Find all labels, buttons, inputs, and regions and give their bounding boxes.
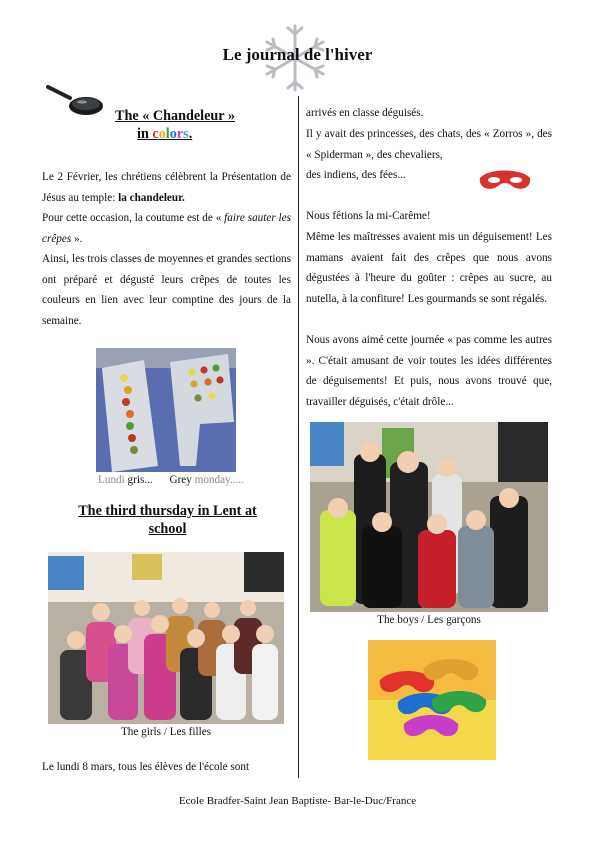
colors-letter: c <box>152 126 159 142</box>
page-title: Le journal de l'hiver <box>222 45 373 64</box>
crepes-photo <box>96 348 236 472</box>
paragraph-classes: Ainsi, les trois classes de moyennes et grandes sections ont préparé et dégusté leurs crêpes de toutes les couleurs en lien avec leur comptine des jours de la semaine. <box>42 253 291 327</box>
in-colors-heading: in colors. <box>137 126 193 142</box>
colors-letter: o <box>158 126 166 142</box>
girls-caption: The girls / Les filles <box>120 726 212 738</box>
crepes-caption: Lundi gris... Grey monday..... <box>98 474 244 486</box>
right-paragraph-costumes: Il y avait des princesses, des chats, des « Zorros », des « Spiderman », des chevaliers, <box>306 128 552 161</box>
frying-pan-icon <box>44 84 106 118</box>
colors-letter: l <box>165 126 170 142</box>
boys-caption: The boys / Les garçons <box>377 614 481 626</box>
masks-illustration <box>368 640 496 760</box>
lent-heading: The third thursday in Lent at school <box>78 503 257 537</box>
colors-letter: s <box>183 126 189 142</box>
right-paragraph-mi-careme: Nous fêtions la mi-Carême! <box>306 210 431 222</box>
paragraph-march: Le lundi 8 mars, tous les élèves de l'école sont <box>42 761 250 773</box>
right-paragraph-indians: des indiens, des fées... <box>306 169 406 181</box>
colors-word <box>152 126 188 142</box>
colors-letter: r <box>176 126 184 142</box>
footer: Ecole Bradfer-Saint Jean Baptiste- Bar-le-Duc/France <box>178 795 417 807</box>
mask-icon <box>478 170 532 192</box>
colors-letter: o <box>169 126 177 142</box>
right-paragraph-teachers: Même les maîtresses avaient mis un déguisement! Les mamans avaient fait des crêpes que nous avons dégustées à l'heure du goûter : crêpes au sucre, au nutella, à la confiture! Les gourmands se sont régalés. <box>306 231 552 305</box>
column-divider <box>298 96 299 778</box>
right-paragraph-fun: Nous avons aimé cette journée « pas comme les autres ». C'était amusant de voir toutes les idées différentes de déguisements! Et puis, nous avons trouvé que, travailler déguisés, c'était drôle... <box>306 334 552 408</box>
chandeleur-heading: The « Chandeleur » <box>115 108 235 124</box>
boys-photo <box>310 422 548 612</box>
girls-photo <box>48 552 284 724</box>
paragraph-custom: Pour cette occasion, la coutume est de « faire sauter les crêpes ». <box>42 212 291 245</box>
paragraph-chandeleur-intro: Le 2 Février, les chrétiens célèbrent la Présentation de Jésus au temple: la chandeleur. <box>42 171 291 204</box>
right-paragraph-arrived: arrivés en classe déguisés. <box>306 107 424 119</box>
